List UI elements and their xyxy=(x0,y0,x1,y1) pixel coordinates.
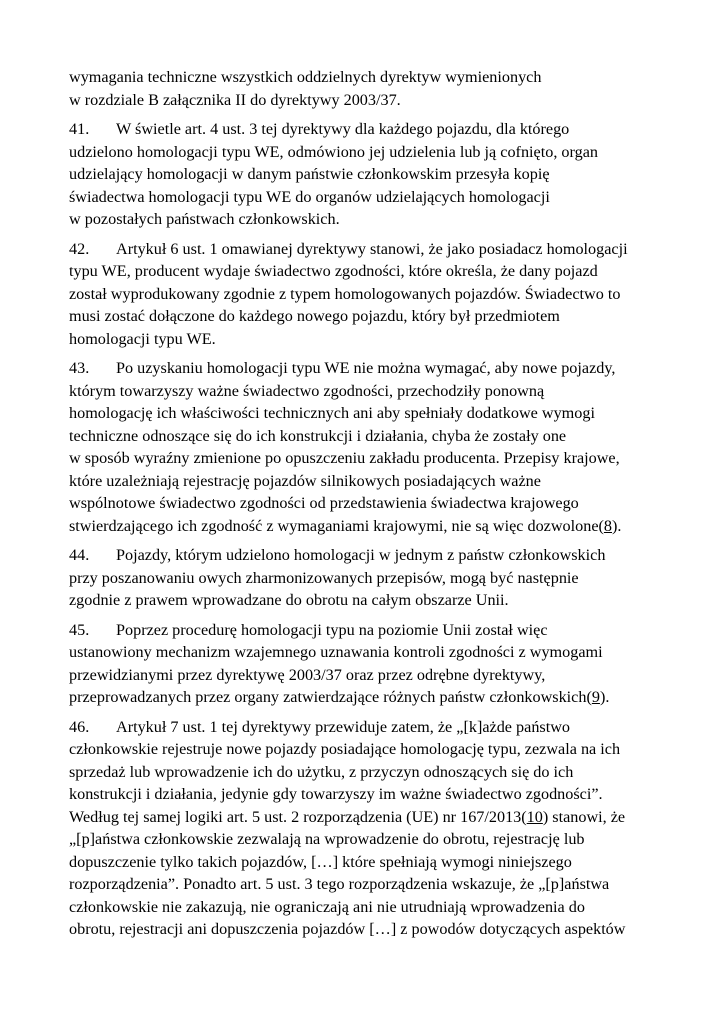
text-line xyxy=(69,828,664,851)
text-line xyxy=(69,544,664,567)
text-line xyxy=(69,238,664,261)
line-text: Artykuł 7 ust. 1 tej dyrektywy przewiduje zatem, że „[k]ażde państwo xyxy=(116,717,570,736)
paragraph-46 xyxy=(69,716,664,941)
line-text: musi zostać dołączone do każdego nowego pojazdu, który był przedmiotem xyxy=(69,307,560,325)
line-text: świadectwa homologacji typu WE do organów udzielających homologacji xyxy=(69,187,550,206)
text-line xyxy=(69,186,664,209)
paragraph-number: 43. xyxy=(69,359,90,377)
line-text: przewidzianymi przez dyrektywę 2003/37 oraz przez odrębne dyrektywy, xyxy=(69,665,546,684)
line-text: rozporządzenia”. Ponadto art. 5 ust. 3 tego rozporządzenia wskazuje, że „[p]aństwa xyxy=(69,875,610,893)
line-text: Po uzyskaniu homologacji typu WE nie można wymagać, aby nowe pojazdy, xyxy=(116,359,616,377)
line-text: wspólnotowe świadectwo zgodności od przedstawienia świadectwa krajowego xyxy=(69,494,579,512)
text-line xyxy=(69,283,664,306)
line-tail: . xyxy=(605,688,610,706)
line-text: przy poszanowaniu owych zharmonizowanych przepisów, mogą być następnie xyxy=(69,568,579,587)
text-line xyxy=(69,664,664,687)
line-text: został wyprodukowany zgodnie z typem homologowanych pojazdów. Świadectwo to xyxy=(69,284,621,303)
paragraph-number: 45. xyxy=(69,620,90,639)
line-text: w sposób wyraźny zmienione po opuszczeniu zakładu producenta. Przepisy krajowe, xyxy=(69,449,620,467)
text-line xyxy=(69,357,664,380)
line-text: „[p]aństwa członkowskie zezwalają na wprowadzenie do obrotu, rejestrację lub xyxy=(69,830,585,848)
text-line xyxy=(69,896,664,919)
line-text: ustanowiony mechanizm wzajemnego uznawania kontroli zgodności z wymogami xyxy=(69,643,603,661)
footnote-link[interactable]: 8 xyxy=(603,516,612,535)
text-line xyxy=(69,589,664,612)
paragraph-42 xyxy=(69,238,664,351)
text-line xyxy=(69,305,664,328)
text-line xyxy=(69,918,664,941)
text-line xyxy=(69,260,664,283)
paragraph-number: 41. xyxy=(69,120,90,138)
line-text: Artykuł 6 ust. 1 omawianej dyrektywy stanowi, że jako posiadacz homologacji xyxy=(116,239,628,258)
line-text: stwierdzającego ich zgodność z wymaganiami krajowymi, nie są więc dozwolone xyxy=(69,516,599,535)
text-line: stwierdzającego ich zgodność z wymaganiami krajowymi, nie są więc dozwolone(8). xyxy=(69,516,622,535)
line-text: Według tej samej logiki art. 5 ust. 2 rozporządzenia (UE) nr 167/2013 xyxy=(69,807,522,826)
line-text: przeprowadzanych przez organy zatwierdzające różnych państw członkowskich xyxy=(69,688,587,706)
paragraph-number: 44. xyxy=(69,546,90,564)
line-text: udzielono homologacji typu WE, odmówiono jej udzielenia lub ją cofnięto, organ xyxy=(69,142,598,161)
line-text: członkowskie rejestruje nowe pojazdy posiadające homologację typu, zezwala na ich xyxy=(69,740,621,758)
line-text: w rozdziale B załącznika II do dyrektywy 2003/37. xyxy=(69,90,401,109)
line-text: Pojazdy, którym udzielono homologacji w jednym z państw członkowskich xyxy=(116,546,606,564)
line-text: sprzedaż lub wprowadzenie ich do użytku, z przyczyn odnoszących się do ich xyxy=(69,762,574,781)
text-line xyxy=(69,761,664,784)
text-line xyxy=(69,425,664,448)
line-text: Poprzez procedurę homologacji typu na poziomie Unii został więc xyxy=(116,620,548,639)
text-line xyxy=(69,447,664,470)
line-text: homologacji typu WE. xyxy=(69,329,216,348)
line-text: udzielający homologacji w danym państwie członkowskim przesyła kopię xyxy=(69,165,550,183)
text-line xyxy=(69,851,664,874)
paragraph-continuation xyxy=(69,66,664,111)
text-line xyxy=(69,738,664,761)
text-line xyxy=(69,783,664,806)
text-line xyxy=(69,873,664,896)
line-text: konstrukcji i działania, jedynie gdy towarzyszy im ważne świadectwo zgodności”. xyxy=(69,785,603,803)
line-text: obrotu, rejestracji ani dopuszczenia pojazdów […] z powodów dotyczących aspektów xyxy=(69,920,626,938)
text-line: przeprowadzanych przez organy zatwierdzające różnych państw członkowskich(9). xyxy=(69,688,610,706)
text-line: Według tej samej logiki art. 5 ust. 2 rozporządzenia (UE) nr 167/2013(10) stanowi, że xyxy=(69,807,626,826)
line-text: homologację ich właściwości technicznych ani aby spełniały dodatkowe wymogi xyxy=(69,404,595,422)
text-line xyxy=(69,89,664,112)
line-text: dopuszczenie tylko takich pojazdów, […] które spełniają wymogi niniejszego xyxy=(69,852,572,871)
line-tail: . xyxy=(617,516,622,535)
text-line xyxy=(69,118,664,141)
line-text: wymagania techniczne wszystkich oddzielnych dyrektyw wymienionych xyxy=(69,68,542,86)
text-line xyxy=(69,567,664,590)
text-line xyxy=(69,619,664,642)
line-text: W świetle art. 4 ust. 3 tej dyrektywy dla każdego pojazdu, dla którego xyxy=(116,120,570,138)
line-text: członkowskie nie zakazują, nie ograniczają ani nie utrudniają wprowadzenia do xyxy=(69,897,585,916)
text-line xyxy=(69,141,664,164)
text-line xyxy=(69,402,664,425)
line-text: którym towarzyszy ważne świadectwo zgodności, przechodziły ponowną xyxy=(69,381,545,400)
text-line xyxy=(69,716,664,739)
line-text: zgodnie z prawem wprowadzane do obrotu na całym obszarze Unii. xyxy=(69,591,509,609)
text-line xyxy=(69,328,664,351)
paragraph-number: 46. xyxy=(69,717,90,736)
line-text: techniczne odnoszące się do ich konstrukcji i działania, chyba że zostały one xyxy=(69,426,567,445)
line-text-after-footnote: stanowi, że xyxy=(548,807,626,826)
paragraph-number: 42. xyxy=(69,239,90,258)
text-line xyxy=(69,641,664,664)
line-text: w pozostałych państwach członkowskich. xyxy=(69,210,340,228)
text-line xyxy=(69,208,664,231)
line-text: typu WE, producent wydaje świadectwo zgodności, które określa, że dany pojazd xyxy=(69,262,598,280)
line-text: które uzależniają rejestrację pojazdów silnikowych posiadających ważne xyxy=(69,471,541,490)
text-line xyxy=(69,470,664,493)
footnote-link[interactable]: 10 xyxy=(526,807,543,826)
paragraph-41 xyxy=(69,118,664,231)
text-line xyxy=(69,492,664,515)
paragraph-45 xyxy=(69,619,664,709)
footnote-link[interactable]: 9 xyxy=(591,688,600,706)
paragraph-44 xyxy=(69,544,664,612)
text-line xyxy=(69,163,664,186)
paragraph-43 xyxy=(69,357,664,537)
text-line xyxy=(69,66,664,89)
text-line xyxy=(69,380,664,403)
